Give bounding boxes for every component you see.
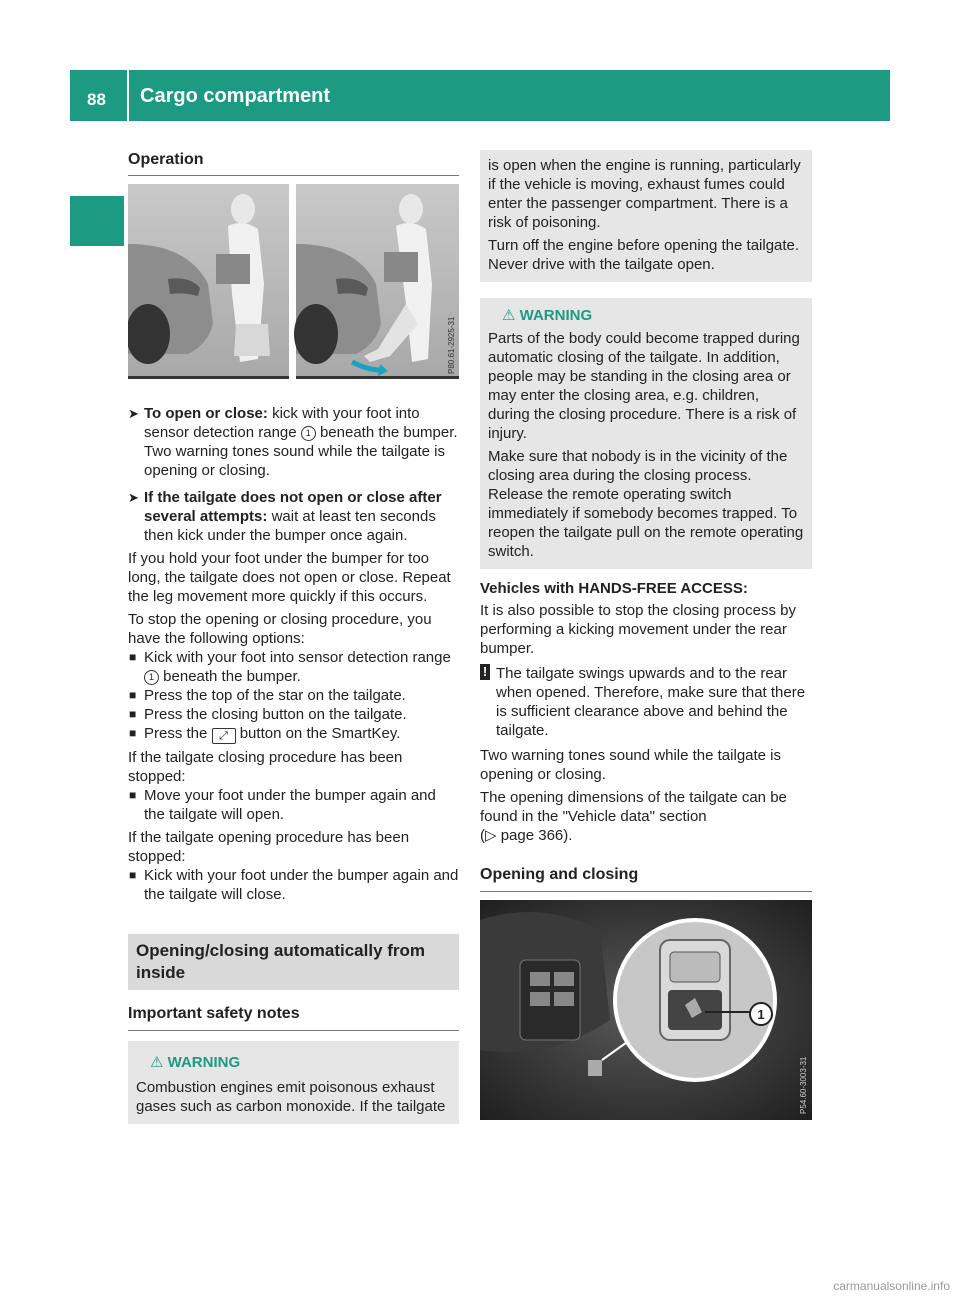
hands-free-text: It is also possible to stop the closing process by performing a kicking movement under the rear bumper.	[480, 602, 796, 657]
right-column	[480, 150, 812, 1120]
bullet-icon: ■	[129, 726, 137, 740]
page-reference-link[interactable]: page 366).	[500, 827, 573, 844]
warning-box-exhaust: ⚠ WARNING Combustion engines emit poisonous exhaust gases such as carbon monoxide. If the tailgate	[128, 1041, 459, 1124]
sidebar-tab-marker	[70, 196, 124, 246]
para-stop-options: To stop the opening or closing procedure, you have the following options:	[128, 611, 432, 647]
warning-trapped-instruction: Make sure that nobody is in the vicinity of the closing area during the closing process.	[488, 448, 788, 484]
step-open-close: ➤ To open or close: kick with your foot into sensor detection range 1 beneath the bumper. Two warning tones sound while the tailgate is opening or closing.	[128, 405, 458, 479]
para-closing-stopped: If the tailgate closing procedure has been stopped:	[128, 749, 403, 785]
warning-release-switch: Release the remote operating switch immediately if somebody becomes trapped. To reopen the tailgate pull on the remote operating switch.	[488, 486, 804, 560]
chapter-title: Cargo compartment	[140, 85, 331, 107]
para-opening-stopped: If the tailgate opening procedure has been stopped:	[128, 829, 410, 865]
callout-1-icon: 1	[301, 426, 316, 441]
bullet-icon: ■	[129, 788, 137, 802]
step-retry: ➤ If the tailgate does not open or close after several attempts: wait at least ten seconds then kick under the bumper once again.	[128, 489, 442, 544]
arrow-icon: ➤	[128, 490, 139, 505]
bullet-closing-button: ■ Press the closing button on the tailgate.	[129, 706, 407, 723]
bullet-icon: ■	[129, 650, 137, 664]
bullet-smartkey: ■ Press the ⤢ button on the SmartKey.	[129, 725, 401, 742]
left-column	[128, 150, 459, 1124]
interior-switch-illustration	[480, 900, 812, 1120]
tailgate-key-icon: ⤢	[212, 728, 236, 744]
kick-sensor-figure	[128, 184, 459, 396]
bullet-icon: ■	[129, 868, 137, 882]
page-number: 88	[87, 90, 106, 109]
hands-free-heading: Vehicles with HANDS-FREE ACCESS:	[480, 580, 748, 597]
header-divider	[127, 70, 129, 121]
note-exclamation-icon: !	[480, 664, 490, 680]
para-hold-foot: If you hold your foot under the bumper for too long, the tailgate does not open or close. Repeat the leg movement more quickly if this occurs.	[128, 550, 451, 605]
warning-triangle-icon: ⚠	[150, 1054, 164, 1071]
interior-switch-figure	[480, 900, 812, 1120]
warning-exhaust-instruction: Turn off the engine before opening the tailgate. Never drive with the tailgate open.	[488, 237, 800, 273]
ref-arrow-icon: (▷	[480, 827, 497, 844]
bullet-kick-close: ■ Kick with your foot under the bumper again and the tailgate will close.	[129, 867, 459, 903]
watermark: carmanualsonline.info	[833, 1279, 950, 1293]
bullet-icon: ■	[129, 707, 137, 721]
bullet-star: ■ Press the top of the star on the tailgate.	[129, 687, 406, 704]
arrow-icon: ➤	[128, 406, 139, 421]
bullet-icon: ■	[129, 688, 137, 702]
warning-box-trapped: ⚠ WARNING Parts of the body could become trapped during automatic closing of the tailgate. In addition, people may be standing in the closing area or may enter the closing area, e.g. children, during the closing procedure. There is a risk of injury. Make sure that nobody is in the vicinity of the closing area during the closing process. Release the remote operating switch immediately if somebody becomes trapped. To reopen the tailgate pull on the remote operating switch.	[480, 298, 812, 569]
warning-box-exhaust-cont	[480, 150, 812, 282]
figure1-code: P80.61-2925-31	[447, 316, 456, 374]
para-warning-tones: Two warning tones sound while the tailgate is opening or closing.	[480, 747, 782, 783]
callout-1-marker: 1	[757, 1007, 765, 1022]
figure2-code: P54.60-3003-31	[799, 1056, 808, 1114]
page-header	[70, 70, 890, 121]
note-clearance: ! The tailgate swings upwards and to the rear when opened. Therefore, make sure that there is sufficient clearance above and behind the tailgate.	[480, 664, 812, 740]
bullet-kick: ■ Kick with your foot into sensor detection range 1 beneath the bumper.	[129, 649, 451, 685]
operation-heading: Operation	[128, 150, 459, 176]
callout-1-icon: 1	[144, 670, 159, 685]
sidebar-section-label	[70, 268, 124, 588]
para-dimensions: The opening dimensions of the tailgate can be found in the "Vehicle data" section (▷ page 366).	[480, 789, 787, 844]
warning-exhaust-text: Combustion engines emit poisonous exhaust gases such as carbon monoxide. If the tailgate	[136, 1079, 446, 1115]
opening-closing-heading: Opening and closing	[480, 865, 812, 892]
safety-notes-heading: Important safety notes	[128, 1004, 459, 1031]
bullet-move-foot: ■ Move your foot under the bumper again and the tailgate will open.	[129, 787, 436, 823]
warning-exhaust-cont-text: is open when the engine is running, particularly if the vehicle is moving, exhaust fumes could enter the passenger compartment. There is a risk of poisoning.	[488, 157, 801, 231]
kick-sensor-illustration	[128, 184, 459, 396]
automatic-inside-subheading: Opening/closing automatically from inside	[128, 934, 459, 990]
warning-trapped-text: Parts of the body could become trapped during automatic closing of the tailgate. In addition, people may be standing in the closing area or may enter the closing area, e.g. children, during the closing procedure. There is a risk of injury.	[488, 330, 800, 442]
warning-triangle-icon: ⚠	[502, 307, 516, 324]
